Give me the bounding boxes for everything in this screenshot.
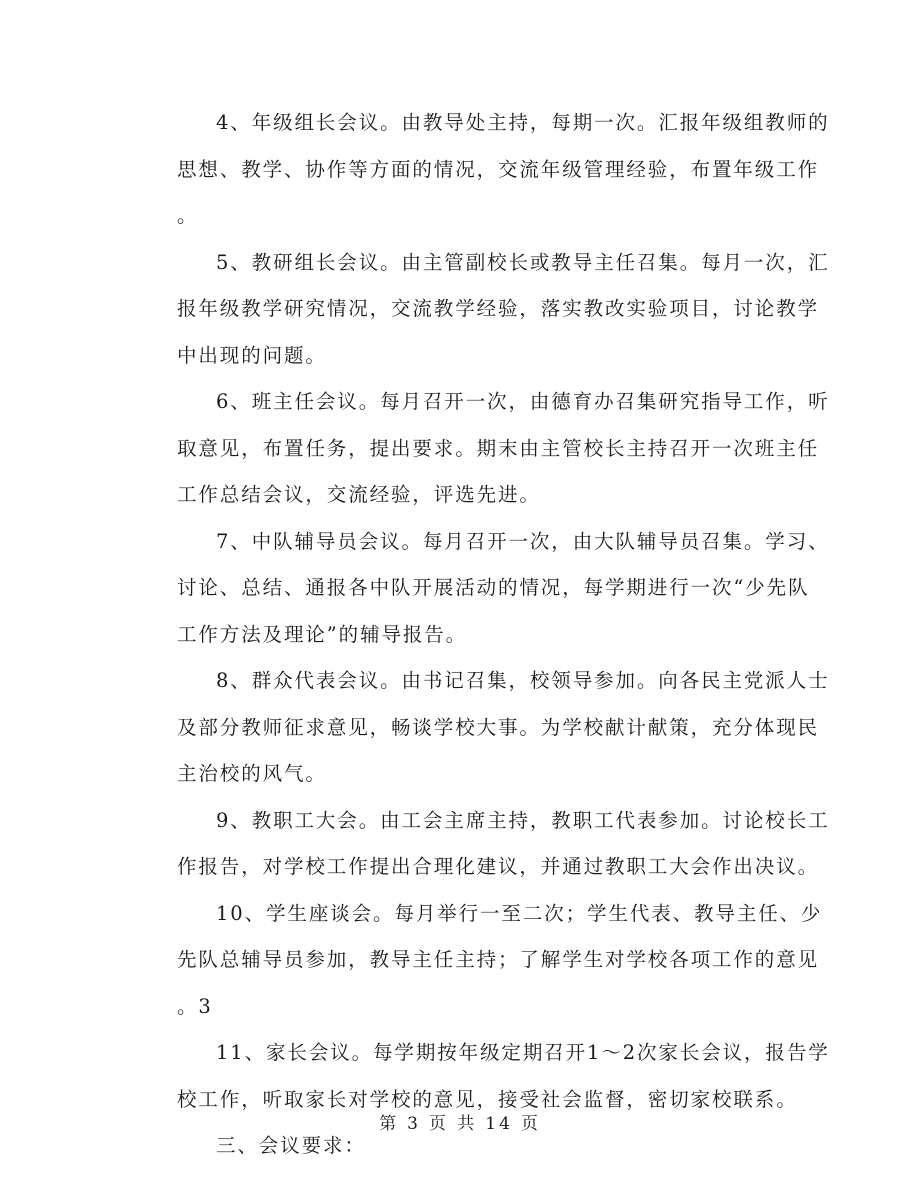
paragraph-line: 。	[177, 204, 199, 227]
paragraph-1	[138, 100, 830, 240]
paragraph-line: 取意见，布置任务，提出要求。期末由主管校长主持召开一次班主任	[177, 436, 820, 460]
paragraph-line: 9、教职工大会。由工会主席主持，教职工代表参加。讨论校长工	[216, 808, 830, 832]
paragraph-line: 8、群众代表会议。由书记召集，校领导参加。向各民主党派人士	[216, 669, 830, 692]
paragraph-line: 思想、教学、协作等方面的情况，交流年级管理经验，布置年级工作	[177, 157, 820, 181]
footer-suffix: 页	[520, 1114, 541, 1134]
paragraph-line: 中出现的问题。	[177, 343, 327, 367]
paragraph-line: 工作总结会议，交流经验，评选先进。	[177, 483, 541, 506]
paragraph-3	[138, 379, 830, 519]
page-number: 3	[407, 1114, 421, 1134]
paragraph-line: 及部分教师征求意见，畅谈学校大事。为学校献计献策，充分体现民	[177, 715, 820, 739]
paragraph-6	[138, 798, 830, 891]
paragraph-line: 10、学生座谈会。每月举行一至二次；学生代表、教导主任、少	[216, 901, 823, 925]
footer-prefix: 第	[379, 1114, 400, 1134]
paragraph-7	[138, 891, 823, 1031]
document-body	[138, 100, 830, 1170]
paragraph-line: 工作方法及理论”的辅导报告。	[177, 622, 468, 646]
paragraph-5	[138, 658, 830, 798]
paragraph-2	[138, 240, 830, 380]
paragraph-line: 6、班主任会议。每月召开一次，由德育办召集研究指导工作，听	[216, 390, 830, 413]
paragraph-line: 4、年级组长会议。由教导处主持，每期一次。汇报年级组教师的	[216, 111, 830, 134]
footer-middle: 页 共	[428, 1114, 478, 1134]
paragraph-line: 。3	[177, 994, 213, 1018]
page-footer	[0, 1109, 920, 1134]
paragraph-line: 讨论、总结、通报各中队开展活动的情况，每学期进行一次“少先队	[177, 576, 810, 599]
paragraph-line: 11、家长会议。每学期按年级定期召开1～2次家长会议，报告学	[216, 1041, 830, 1064]
paragraph-4	[138, 519, 830, 659]
total-pages: 14	[485, 1114, 513, 1134]
paragraph-line: 先队总辅导员参加，教导主任主持；了解学生对学校各项工作的意见	[177, 948, 820, 971]
paragraph-line: 5、教研组长会议。由主管副校长或教导主任召集。每月一次，汇	[216, 250, 830, 274]
paragraph-line: 7、中队辅导员会议。每月召开一次，由大队辅导员召集。学习、	[216, 529, 830, 553]
paragraph-line: 校工作，听取家长对学校的意见，接受社会监督，密切家校联系。	[177, 1087, 798, 1111]
paragraph-line: 作报告，对学校工作提出合理化建议，并通过教职工大会作出决议。	[177, 855, 820, 878]
section-heading-text: 三、会议要求：	[216, 1134, 366, 1157]
paragraph-line: 报年级教学研究情况，交流教学经验，落实教改实验项目，讨论教学	[177, 297, 820, 320]
paragraph-line: 主治校的风气。	[177, 762, 327, 785]
